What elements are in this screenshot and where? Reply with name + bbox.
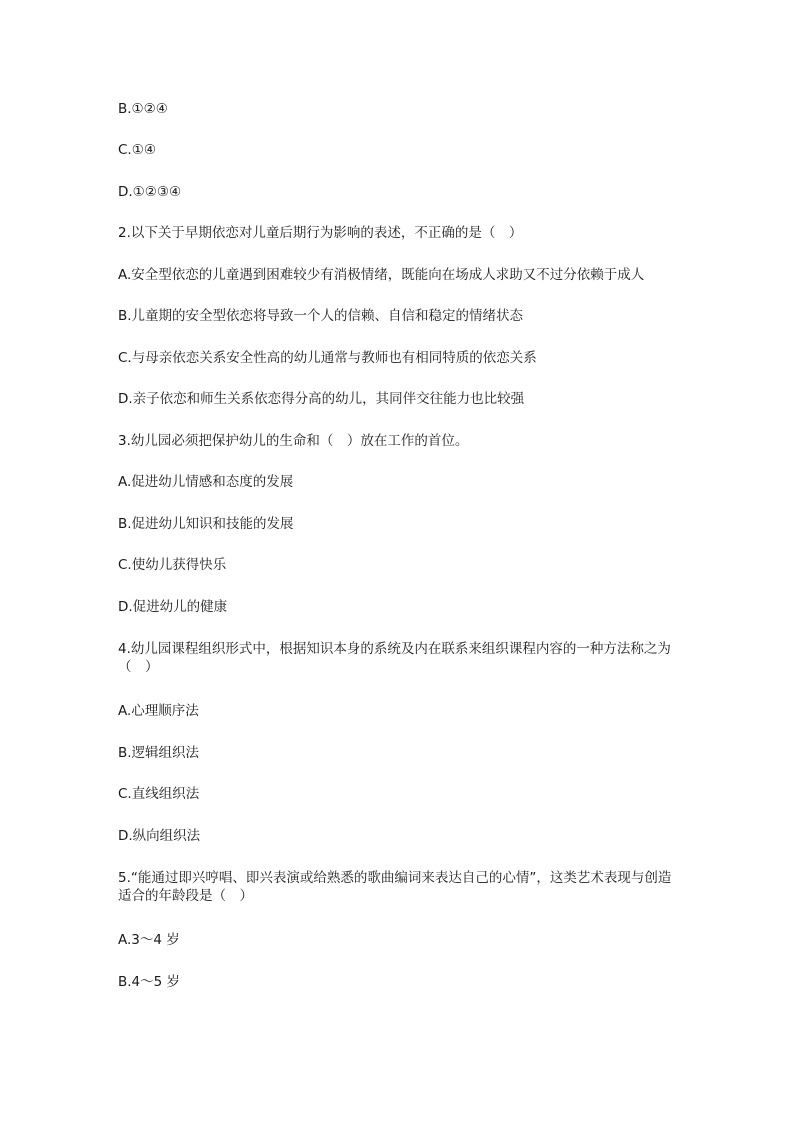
option-b-q1: B.①②④ xyxy=(118,101,168,117)
option-d-q1: D.①②③④ xyxy=(118,184,182,200)
option-a-q3: A.促进幼儿情感和态度的发展 xyxy=(118,474,294,490)
option-a-q4: A.心理顺序法 xyxy=(118,703,199,719)
option-a-q2: A.安全型依恋的儿童遇到困难较少有消极情绪，既能向在场成人求助又不过分依赖于成人 xyxy=(118,267,645,283)
option-c-q4: C.直线组织法 xyxy=(118,786,200,802)
option-b-q4: B.逻辑组织法 xyxy=(118,745,200,761)
question-2: 2.以下关于早期依恋对儿童后期行为影响的表述，不正确的是（ ） xyxy=(118,225,523,241)
question-5: 5.“能通过即兴哼唱、即兴表演或给熟悉的歌曲编词来表达自己的心情”，这类艺术表现与创造适合的年龄段是（ ） xyxy=(118,870,672,904)
option-d-q3: D.促进幼儿的健康 xyxy=(118,599,228,615)
option-a-q5: A.3～4 岁 xyxy=(118,932,180,948)
option-b-q2: B.儿童期的安全型依恋将导致一个人的信赖、自信和稳定的情绪状态 xyxy=(118,308,524,324)
question-4: 4.幼儿园课程组织形式中，根据知识本身的系统及内在联系来组织课程内容的一种方法称之为（ ） xyxy=(118,641,671,675)
option-c-q3: C.使幼儿获得快乐 xyxy=(118,557,227,573)
question-3: 3.幼儿园必须把保护幼儿的生命和（ ）放在工作的首位。 xyxy=(118,433,469,449)
option-b-q3: B.促进幼儿知识和技能的发展 xyxy=(118,516,294,532)
option-d-q4: D.纵向组织法 xyxy=(118,828,201,844)
option-b-q5: B.4～5 岁 xyxy=(118,974,181,990)
option-c-q2: C.与母亲依恋关系安全性高的幼儿通常与教师也有相同特质的依恋关系 xyxy=(118,350,537,366)
option-c-q1: C.①④ xyxy=(118,142,156,158)
option-d-q2: D.亲子依恋和师生关系依恋得分高的幼儿，其同伴交往能力也比较强 xyxy=(118,391,525,407)
